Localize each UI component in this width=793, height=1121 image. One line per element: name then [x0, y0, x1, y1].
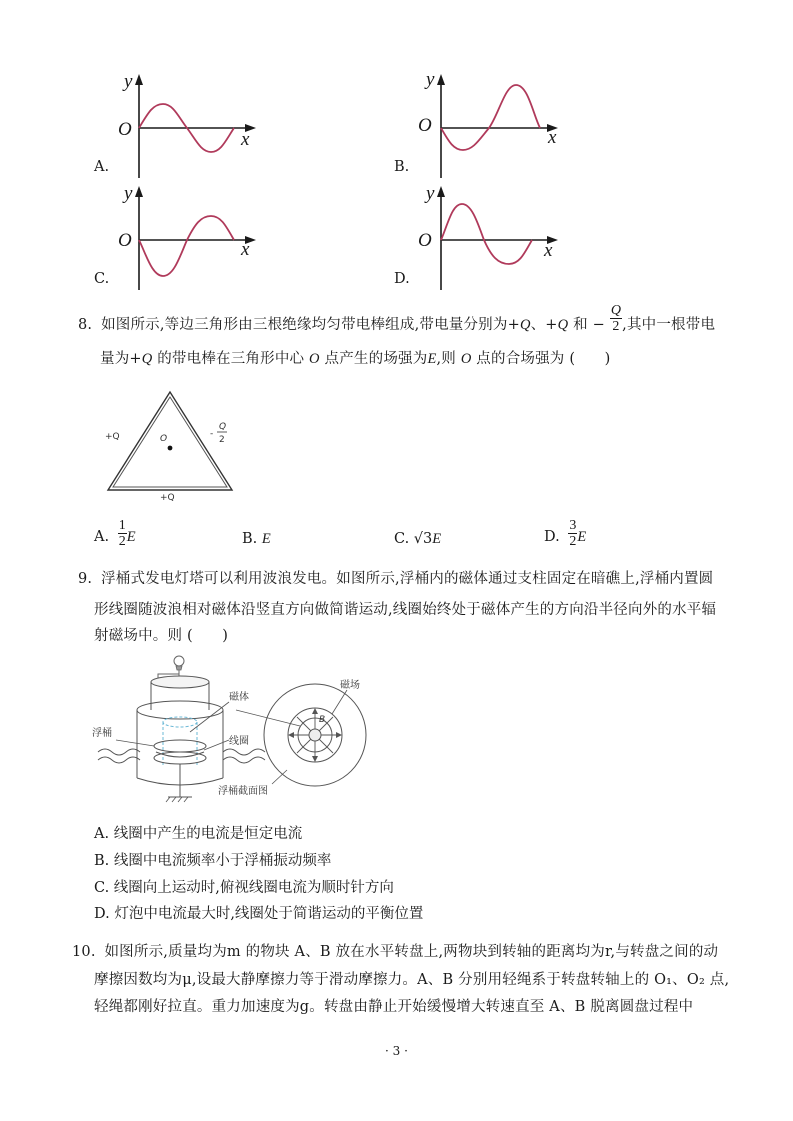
y-axis-label: y: [124, 183, 133, 204]
q8-fraction: [610, 304, 622, 334]
option-c-label: C.: [94, 271, 110, 287]
q8-option-a: [94, 518, 136, 549]
q8-line1: [78, 303, 716, 334]
bottom-side-charge: +Q: [160, 493, 175, 503]
q8-field: E: [427, 351, 437, 367]
q9-float-bucket-figure: [92, 652, 392, 810]
q9-option-a: [94, 822, 302, 843]
option-fraction: [568, 519, 577, 549]
left-side-charge: +Q: [105, 432, 120, 442]
origin-label: O: [118, 230, 132, 251]
page-number: · 3 ·: [385, 1044, 408, 1058]
q8-charge: Q: [141, 351, 153, 367]
option-value: E: [577, 529, 587, 545]
q9-line1: [78, 572, 713, 587]
q8-point: O: [460, 351, 472, 367]
q8-triangle-figure: [96, 384, 246, 504]
x-axis-label: x: [241, 129, 250, 150]
right-side-den: 2: [219, 435, 225, 445]
q9-line2: 形线圈随波浪相对磁体沿竖直方向做简谐运动,线圈始终处于磁体产生的方向沿半径向外的水平辐: [94, 602, 717, 618]
q9-option-c: [94, 876, 394, 897]
option-b-label: B.: [394, 159, 410, 175]
sine-curve: [441, 204, 532, 264]
origin-label: O: [418, 115, 432, 136]
q8-point: O: [309, 351, 320, 367]
field-b-label: B: [319, 715, 326, 725]
q8-text: 的带电棒在三角形中心: [152, 351, 310, 367]
option-value: E: [261, 531, 271, 547]
fraction-numerator: Q: [610, 303, 622, 318]
x-axis-label: x: [241, 239, 250, 260]
x-axis-label: x: [544, 240, 553, 261]
q8-text: 点产生的场强为: [319, 351, 428, 367]
q9-number: 9.: [78, 571, 93, 587]
q9-text: 浮桶式发电灯塔可以利用波浪发电。如图所示,浮桶内的磁体通过支柱固定在暗礁上,浮桶内置圆: [101, 571, 714, 587]
coil-label: 线圈: [229, 736, 249, 747]
q10-line3: 轻绳都刚好拉直。重力加速度为g。转盘由静止开始缓慢增大转速直至 A、B 脱离圆盘过程中: [94, 999, 694, 1015]
x-axis-label: x: [548, 127, 557, 148]
option-letter: B.: [242, 531, 258, 547]
graph-option-a: [110, 68, 270, 180]
q10-line2: 摩擦因数均为μ,设最大静摩擦力等于滑动摩擦力。A、B 分别用轻绳系于转盘转轴上的 O₁、O₂ 点,: [94, 972, 730, 988]
q8-number: 8.: [78, 317, 93, 333]
q10-number: 10.: [72, 944, 96, 960]
q8-text: 、+: [530, 317, 558, 333]
magnet-label: 磁体: [229, 692, 249, 703]
q8-text: 量为+: [100, 351, 142, 367]
option-a-label: A.: [94, 159, 110, 175]
option-d-label: D.: [394, 271, 410, 287]
q9-option-d: [94, 902, 423, 923]
q8-option-c: [394, 531, 441, 548]
q8-text: 和 −: [568, 317, 606, 333]
option-value: E: [126, 529, 136, 545]
fraction-numerator: 1: [118, 518, 126, 533]
sine-curve: [441, 85, 540, 150]
center-label: O: [160, 434, 168, 444]
q9-line3: 射磁场中。则 ( ): [94, 628, 229, 644]
q8-charge: Q: [519, 317, 531, 333]
y-axis-label: y: [426, 183, 435, 204]
q10-line1: [72, 945, 718, 960]
fraction-numerator: 3: [569, 518, 577, 533]
y-axis-label: y: [124, 71, 133, 92]
field-label: 磁场: [340, 680, 360, 691]
right-side-sign: -: [210, 429, 214, 439]
q8-text: 如图所示,等边三角形由三根绝缘均匀带电棒组成,带电量分别为+: [101, 317, 520, 333]
q8-charge: Q: [557, 317, 569, 333]
center-point: [168, 446, 173, 451]
origin-label: O: [418, 230, 432, 251]
right-side-num: Q: [219, 422, 227, 432]
option-text: 线圈中产生的电流是恒定电流: [113, 826, 303, 842]
q10-text: 如图所示,质量均为m 的物块 A、B 放在水平转盘上,两物块到转轴的距离均为r,与转盘之间的动: [104, 944, 719, 960]
q8-line2: [100, 352, 610, 367]
option-letter: A.: [94, 826, 110, 842]
option-letter: C.: [394, 531, 410, 547]
section-label: 浮桶截面图: [218, 786, 268, 797]
graph-option-b: [412, 68, 572, 180]
q8-text: ,则: [436, 351, 461, 367]
option-root: √3: [413, 531, 433, 547]
option-letter: D.: [94, 906, 110, 922]
q8-text: ,其中一根带电: [622, 317, 716, 333]
option-letter: B.: [94, 853, 110, 869]
fraction-denominator: 2: [118, 534, 126, 549]
q8-option-b: [242, 531, 271, 548]
origin-label: O: [118, 119, 132, 140]
option-letter: C.: [94, 880, 110, 896]
option-letter: D.: [544, 529, 560, 545]
q8-option-d: [544, 518, 587, 549]
fraction-denominator: 2: [569, 534, 577, 549]
q8-text: 点的合场强为 ( ): [471, 351, 611, 367]
option-fraction: [118, 519, 127, 549]
option-letter: A.: [94, 529, 110, 545]
sine-curve: [139, 216, 234, 276]
y-axis-label: y: [426, 69, 435, 90]
option-value: E: [432, 531, 442, 547]
q9-option-b: [94, 849, 331, 870]
option-text: 线圈向上运动时,俯视线圈电流为顺时针方向: [113, 880, 394, 896]
bucket-label: 浮桶: [92, 728, 112, 739]
option-text: 线圈中电流频率小于浮桶振动频率: [113, 853, 332, 869]
fraction-denominator: 2: [610, 318, 622, 334]
option-text: 灯泡中电流最大时,线圈处于简谐运动的平衡位置: [114, 906, 424, 922]
graph-option-c: [110, 180, 270, 292]
graph-option-d: [412, 180, 572, 292]
